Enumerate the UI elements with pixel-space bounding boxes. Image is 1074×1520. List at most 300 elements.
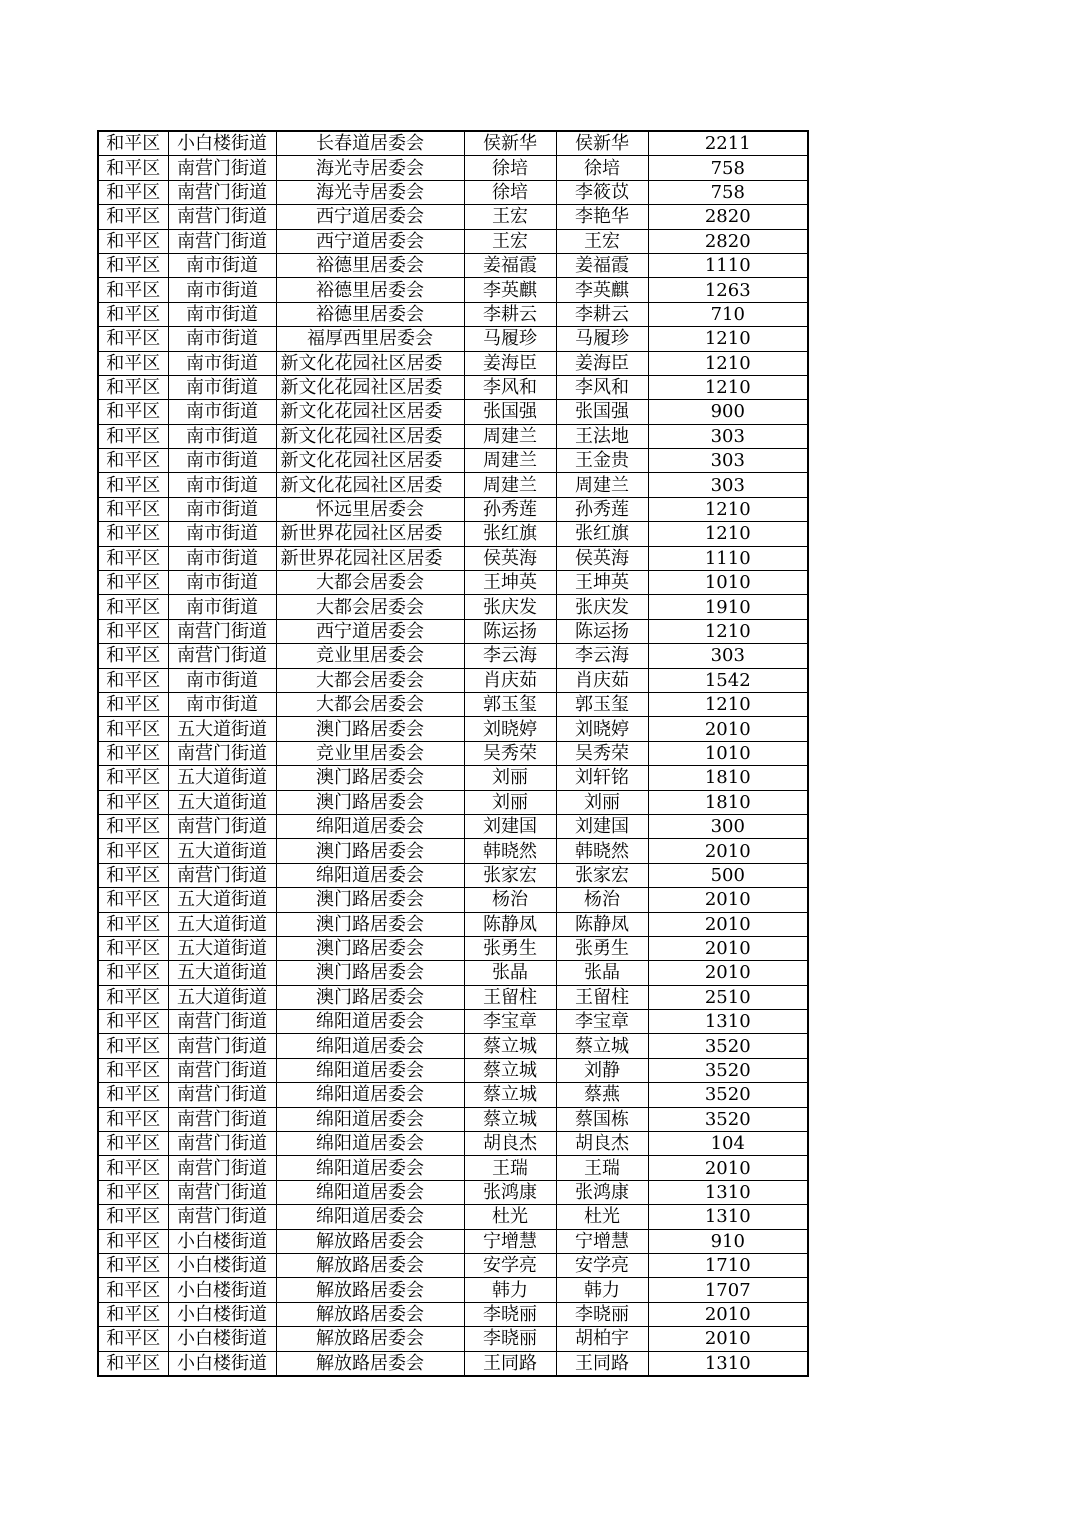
amount-cell: 2010	[648, 1156, 808, 1180]
district-cell: 和平区	[98, 863, 168, 887]
district-cell: 和平区	[98, 766, 168, 790]
street-cell: 南营门街道	[168, 1205, 276, 1229]
member-cell: 徐培	[556, 156, 648, 180]
district-cell: 和平区	[98, 522, 168, 546]
amount-cell: 1263	[648, 278, 808, 302]
table-row	[98, 863, 808, 887]
table-row	[98, 546, 808, 570]
community-cell: 解放路居委会	[276, 1327, 464, 1351]
district-cell: 和平区	[98, 888, 168, 912]
district-cell: 和平区	[98, 156, 168, 180]
householder-cell: 张鸿康	[464, 1180, 556, 1204]
district-cell: 和平区	[98, 717, 168, 741]
amount-cell: 758	[648, 180, 808, 204]
table-row	[98, 692, 808, 716]
community-cell: 绵阳道居委会	[276, 1083, 464, 1107]
table-row	[98, 985, 808, 1009]
community-cell: 竞业里居委会	[276, 741, 464, 765]
member-cell: 刘丽	[556, 790, 648, 814]
street-cell: 南营门街道	[168, 1132, 276, 1156]
street-cell: 小白楼街道	[168, 131, 276, 156]
member-cell: 李云海	[556, 644, 648, 668]
householder-cell: 周建兰	[464, 424, 556, 448]
community-cell: 怀远里居委会	[276, 497, 464, 521]
street-cell: 南营门街道	[168, 180, 276, 204]
street-cell: 南营门街道	[168, 205, 276, 229]
householder-cell: 姜海臣	[464, 351, 556, 375]
community-cell: 新文化花园社区居委	[276, 375, 464, 399]
district-cell: 和平区	[98, 205, 168, 229]
householder-cell: 宁增慧	[464, 1229, 556, 1253]
street-cell: 南市街道	[168, 327, 276, 351]
member-cell: 杨治	[556, 888, 648, 912]
community-cell: 绵阳道居委会	[276, 1205, 464, 1229]
table-row	[98, 473, 808, 497]
district-cell: 和平区	[98, 1205, 168, 1229]
district-cell: 和平区	[98, 1058, 168, 1082]
amount-cell: 3520	[648, 1107, 808, 1131]
amount-cell: 900	[648, 400, 808, 424]
community-cell: 澳门路居委会	[276, 717, 464, 741]
amount-cell: 1210	[648, 375, 808, 399]
amount-cell: 2010	[648, 936, 808, 960]
householder-cell: 王留柱	[464, 985, 556, 1009]
householder-cell: 李晓丽	[464, 1327, 556, 1351]
amount-cell: 3520	[648, 1058, 808, 1082]
member-cell: 安学亮	[556, 1253, 648, 1277]
amount-cell: 1910	[648, 595, 808, 619]
amount-cell: 1310	[648, 1351, 808, 1376]
community-cell: 新文化花园社区居委	[276, 449, 464, 473]
street-cell: 小白楼街道	[168, 1302, 276, 1326]
street-cell: 南营门街道	[168, 1010, 276, 1034]
community-cell: 西宁道居委会	[276, 619, 464, 643]
table-row	[98, 1229, 808, 1253]
district-cell: 和平区	[98, 839, 168, 863]
community-cell: 解放路居委会	[276, 1229, 464, 1253]
street-cell: 五大道街道	[168, 888, 276, 912]
table-row	[98, 1058, 808, 1082]
district-cell: 和平区	[98, 302, 168, 326]
householder-cell: 王宏	[464, 205, 556, 229]
member-cell: 宁增慧	[556, 1229, 648, 1253]
table-row	[98, 814, 808, 838]
member-cell: 李耕云	[556, 302, 648, 326]
community-cell: 大都会居委会	[276, 692, 464, 716]
community-cell: 澳门路居委会	[276, 888, 464, 912]
member-cell: 蔡国栋	[556, 1107, 648, 1131]
amount-cell: 2820	[648, 205, 808, 229]
district-cell: 和平区	[98, 1327, 168, 1351]
street-cell: 小白楼街道	[168, 1278, 276, 1302]
street-cell: 南市街道	[168, 375, 276, 399]
street-cell: 南市街道	[168, 449, 276, 473]
amount-cell: 303	[648, 424, 808, 448]
member-cell: 张鸿康	[556, 1180, 648, 1204]
member-cell: 王坤英	[556, 571, 648, 595]
community-cell: 解放路居委会	[276, 1278, 464, 1302]
street-cell: 南市街道	[168, 692, 276, 716]
member-cell: 侯新华	[556, 131, 648, 156]
member-cell: 胡良杰	[556, 1132, 648, 1156]
community-cell: 福厚西里居委会	[276, 327, 464, 351]
community-cell: 新文化花园社区居委	[276, 424, 464, 448]
district-cell: 和平区	[98, 1034, 168, 1058]
householder-cell: 张红旗	[464, 522, 556, 546]
amount-cell: 3520	[648, 1083, 808, 1107]
community-cell: 新文化花园社区居委	[276, 473, 464, 497]
community-cell: 裕德里居委会	[276, 278, 464, 302]
street-cell: 南市街道	[168, 424, 276, 448]
district-cell: 和平区	[98, 814, 168, 838]
community-cell: 澳门路居委会	[276, 912, 464, 936]
street-cell: 五大道街道	[168, 961, 276, 985]
table-row	[98, 619, 808, 643]
amount-cell: 2010	[648, 1327, 808, 1351]
community-cell: 西宁道居委会	[276, 205, 464, 229]
street-cell: 五大道街道	[168, 717, 276, 741]
street-cell: 南市街道	[168, 668, 276, 692]
district-cell: 和平区	[98, 473, 168, 497]
member-cell: 刘静	[556, 1058, 648, 1082]
community-cell: 大都会居委会	[276, 668, 464, 692]
amount-cell: 1710	[648, 1253, 808, 1277]
householder-cell: 张晶	[464, 961, 556, 985]
table-row	[98, 961, 808, 985]
table-row	[98, 1107, 808, 1131]
community-cell: 解放路居委会	[276, 1351, 464, 1376]
table-row	[98, 522, 808, 546]
street-cell: 五大道街道	[168, 936, 276, 960]
amount-cell: 2010	[648, 888, 808, 912]
table-row	[98, 180, 808, 204]
table-row	[98, 278, 808, 302]
householder-cell: 侯英海	[464, 546, 556, 570]
householder-cell: 韩力	[464, 1278, 556, 1302]
table-row	[98, 156, 808, 180]
street-cell: 南营门街道	[168, 1180, 276, 1204]
householder-cell: 马履珍	[464, 327, 556, 351]
table-row	[98, 131, 808, 156]
householder-cell: 陈运扬	[464, 619, 556, 643]
member-cell: 蔡燕	[556, 1083, 648, 1107]
street-cell: 五大道街道	[168, 766, 276, 790]
table-row	[98, 1351, 808, 1376]
table-row	[98, 912, 808, 936]
table-row	[98, 936, 808, 960]
householder-cell: 刘晓婷	[464, 717, 556, 741]
member-cell: 肖庆茹	[556, 668, 648, 692]
table-row	[98, 1132, 808, 1156]
householder-cell: 王瑞	[464, 1156, 556, 1180]
householder-cell: 王同路	[464, 1351, 556, 1376]
street-cell: 南营门街道	[168, 741, 276, 765]
member-cell: 张晶	[556, 961, 648, 985]
community-cell: 绵阳道居委会	[276, 1180, 464, 1204]
district-cell: 和平区	[98, 546, 168, 570]
amount-cell: 1210	[648, 351, 808, 375]
table-row	[98, 595, 808, 619]
amount-cell: 1210	[648, 327, 808, 351]
member-cell: 张红旗	[556, 522, 648, 546]
member-cell: 张庆发	[556, 595, 648, 619]
member-cell: 刘轩铭	[556, 766, 648, 790]
district-cell: 和平区	[98, 351, 168, 375]
amount-cell: 1210	[648, 522, 808, 546]
amount-cell: 1810	[648, 766, 808, 790]
street-cell: 南市街道	[168, 571, 276, 595]
householder-cell: 杜光	[464, 1205, 556, 1229]
table-row	[98, 1083, 808, 1107]
table-row	[98, 1156, 808, 1180]
community-cell: 海光寺居委会	[276, 180, 464, 204]
district-cell: 和平区	[98, 1229, 168, 1253]
amount-cell: 303	[648, 644, 808, 668]
householder-cell: 张勇生	[464, 936, 556, 960]
district-cell: 和平区	[98, 961, 168, 985]
district-cell: 和平区	[98, 1351, 168, 1376]
table-row	[98, 1278, 808, 1302]
householder-cell: 姜福霞	[464, 253, 556, 277]
member-cell: 韩晓然	[556, 839, 648, 863]
community-cell: 新文化花园社区居委	[276, 400, 464, 424]
amount-cell: 303	[648, 449, 808, 473]
member-cell: 李筱苡	[556, 180, 648, 204]
member-cell: 王金贵	[556, 449, 648, 473]
table-row	[98, 229, 808, 253]
district-cell: 和平区	[98, 985, 168, 1009]
community-cell: 澳门路居委会	[276, 790, 464, 814]
amount-cell: 1810	[648, 790, 808, 814]
community-cell: 绵阳道居委会	[276, 1156, 464, 1180]
householder-cell: 蔡立城	[464, 1058, 556, 1082]
table-row	[98, 1034, 808, 1058]
table-row	[98, 668, 808, 692]
member-cell: 李英麒	[556, 278, 648, 302]
community-cell: 绵阳道居委会	[276, 1132, 464, 1156]
street-cell: 南市街道	[168, 400, 276, 424]
amount-cell: 1310	[648, 1205, 808, 1229]
amount-cell: 1010	[648, 571, 808, 595]
district-cell: 和平区	[98, 644, 168, 668]
member-cell: 杜光	[556, 1205, 648, 1229]
amount-cell: 710	[648, 302, 808, 326]
member-cell: 姜福霞	[556, 253, 648, 277]
district-cell: 和平区	[98, 278, 168, 302]
member-cell: 姜海臣	[556, 351, 648, 375]
amount-cell: 2820	[648, 229, 808, 253]
householder-cell: 蔡立城	[464, 1107, 556, 1131]
table-row	[98, 571, 808, 595]
householder-cell: 李宝章	[464, 1010, 556, 1034]
community-cell: 新世界花园社区居委	[276, 522, 464, 546]
member-cell: 孙秀莲	[556, 497, 648, 521]
district-cell: 和平区	[98, 1132, 168, 1156]
householder-cell: 胡良杰	[464, 1132, 556, 1156]
district-cell: 和平区	[98, 327, 168, 351]
householder-cell: 李风和	[464, 375, 556, 399]
district-cell: 和平区	[98, 741, 168, 765]
amount-cell: 1707	[648, 1278, 808, 1302]
member-cell: 蔡立城	[556, 1034, 648, 1058]
member-cell: 韩力	[556, 1278, 648, 1302]
street-cell: 南营门街道	[168, 644, 276, 668]
table-row	[98, 1205, 808, 1229]
district-cell: 和平区	[98, 1010, 168, 1034]
householder-cell: 杨治	[464, 888, 556, 912]
householder-cell: 郭玉玺	[464, 692, 556, 716]
member-cell: 胡柏宇	[556, 1327, 648, 1351]
street-cell: 南市街道	[168, 278, 276, 302]
householder-cell: 韩晓然	[464, 839, 556, 863]
street-cell: 小白楼街道	[168, 1253, 276, 1277]
householder-cell: 刘丽	[464, 790, 556, 814]
district-cell: 和平区	[98, 1253, 168, 1277]
district-cell: 和平区	[98, 595, 168, 619]
amount-cell: 910	[648, 1229, 808, 1253]
community-cell: 海光寺居委会	[276, 156, 464, 180]
householder-cell: 刘丽	[464, 766, 556, 790]
householder-cell: 李晓丽	[464, 1302, 556, 1326]
street-cell: 五大道街道	[168, 790, 276, 814]
street-cell: 南市街道	[168, 546, 276, 570]
district-cell: 和平区	[98, 375, 168, 399]
community-cell: 竞业里居委会	[276, 644, 464, 668]
table-row	[98, 424, 808, 448]
member-cell: 张国强	[556, 400, 648, 424]
district-cell: 和平区	[98, 400, 168, 424]
street-cell: 南营门街道	[168, 1107, 276, 1131]
district-cell: 和平区	[98, 497, 168, 521]
amount-cell: 1210	[648, 619, 808, 643]
community-cell: 解放路居委会	[276, 1302, 464, 1326]
member-cell: 李艳华	[556, 205, 648, 229]
householder-cell: 陈静凤	[464, 912, 556, 936]
member-cell: 李宝章	[556, 1010, 648, 1034]
table-row	[98, 1010, 808, 1034]
community-cell: 长春道居委会	[276, 131, 464, 156]
member-cell: 吴秀荣	[556, 741, 648, 765]
householder-cell: 周建兰	[464, 449, 556, 473]
householder-cell: 徐培	[464, 156, 556, 180]
householder-cell: 张国强	[464, 400, 556, 424]
street-cell: 南营门街道	[168, 619, 276, 643]
member-cell: 陈静凤	[556, 912, 648, 936]
householder-cell: 徐培	[464, 180, 556, 204]
member-cell: 张勇生	[556, 936, 648, 960]
street-cell: 五大道街道	[168, 985, 276, 1009]
member-cell: 王留柱	[556, 985, 648, 1009]
community-cell: 澳门路居委会	[276, 766, 464, 790]
member-cell: 李风和	[556, 375, 648, 399]
community-cell: 西宁道居委会	[276, 229, 464, 253]
member-cell: 侯英海	[556, 546, 648, 570]
street-cell: 小白楼街道	[168, 1327, 276, 1351]
district-cell: 和平区	[98, 1107, 168, 1131]
district-cell: 和平区	[98, 936, 168, 960]
community-cell: 新文化花园社区居委	[276, 351, 464, 375]
member-cell: 刘晓婷	[556, 717, 648, 741]
street-cell: 五大道街道	[168, 839, 276, 863]
community-cell: 绵阳道居委会	[276, 1010, 464, 1034]
householder-cell: 安学亮	[464, 1253, 556, 1277]
community-cell: 绵阳道居委会	[276, 814, 464, 838]
householder-cell: 李耕云	[464, 302, 556, 326]
district-cell: 和平区	[98, 1278, 168, 1302]
street-cell: 南市街道	[168, 302, 276, 326]
street-cell: 南市街道	[168, 473, 276, 497]
street-cell: 南营门街道	[168, 1156, 276, 1180]
district-cell: 和平区	[98, 571, 168, 595]
table-row	[98, 449, 808, 473]
community-cell: 绵阳道居委会	[276, 863, 464, 887]
community-cell: 绵阳道居委会	[276, 1107, 464, 1131]
householder-cell: 刘建国	[464, 814, 556, 838]
member-cell: 郭玉玺	[556, 692, 648, 716]
table-row	[98, 717, 808, 741]
community-cell: 澳门路居委会	[276, 961, 464, 985]
amount-cell: 1210	[648, 497, 808, 521]
table-row	[98, 839, 808, 863]
community-cell: 澳门路居委会	[276, 985, 464, 1009]
amount-cell: 303	[648, 473, 808, 497]
table-row	[98, 1180, 808, 1204]
street-cell: 南营门街道	[168, 156, 276, 180]
member-cell: 王同路	[556, 1351, 648, 1376]
street-cell: 南市街道	[168, 595, 276, 619]
householder-cell: 蔡立城	[464, 1083, 556, 1107]
community-cell: 绵阳道居委会	[276, 1058, 464, 1082]
householder-cell: 周建兰	[464, 473, 556, 497]
table-body	[98, 131, 808, 1376]
householder-cell: 蔡立城	[464, 1034, 556, 1058]
district-cell: 和平区	[98, 1156, 168, 1180]
member-cell: 刘建国	[556, 814, 648, 838]
community-cell: 解放路居委会	[276, 1253, 464, 1277]
member-cell: 马履珍	[556, 327, 648, 351]
street-cell: 南市街道	[168, 522, 276, 546]
district-cell: 和平区	[98, 912, 168, 936]
table-row	[98, 1302, 808, 1326]
district-cell: 和平区	[98, 668, 168, 692]
member-cell: 张家宏	[556, 863, 648, 887]
street-cell: 南营门街道	[168, 1083, 276, 1107]
amount-cell: 2010	[648, 717, 808, 741]
amount-cell: 1542	[648, 668, 808, 692]
householder-cell: 王坤英	[464, 571, 556, 595]
community-cell: 裕德里居委会	[276, 253, 464, 277]
table-row	[98, 741, 808, 765]
amount-cell: 500	[648, 863, 808, 887]
amount-cell: 2010	[648, 961, 808, 985]
community-cell: 澳门路居委会	[276, 839, 464, 863]
table-row	[98, 1253, 808, 1277]
member-cell: 李晓丽	[556, 1302, 648, 1326]
member-cell: 王宏	[556, 229, 648, 253]
district-cell: 和平区	[98, 424, 168, 448]
amount-cell: 104	[648, 1132, 808, 1156]
street-cell: 五大道街道	[168, 912, 276, 936]
district-cell: 和平区	[98, 180, 168, 204]
member-cell: 王法地	[556, 424, 648, 448]
amount-cell: 1210	[648, 692, 808, 716]
street-cell: 南市街道	[168, 497, 276, 521]
amount-cell: 1110	[648, 253, 808, 277]
amount-cell: 2010	[648, 839, 808, 863]
table-row	[98, 327, 808, 351]
district-cell: 和平区	[98, 253, 168, 277]
district-cell: 和平区	[98, 229, 168, 253]
